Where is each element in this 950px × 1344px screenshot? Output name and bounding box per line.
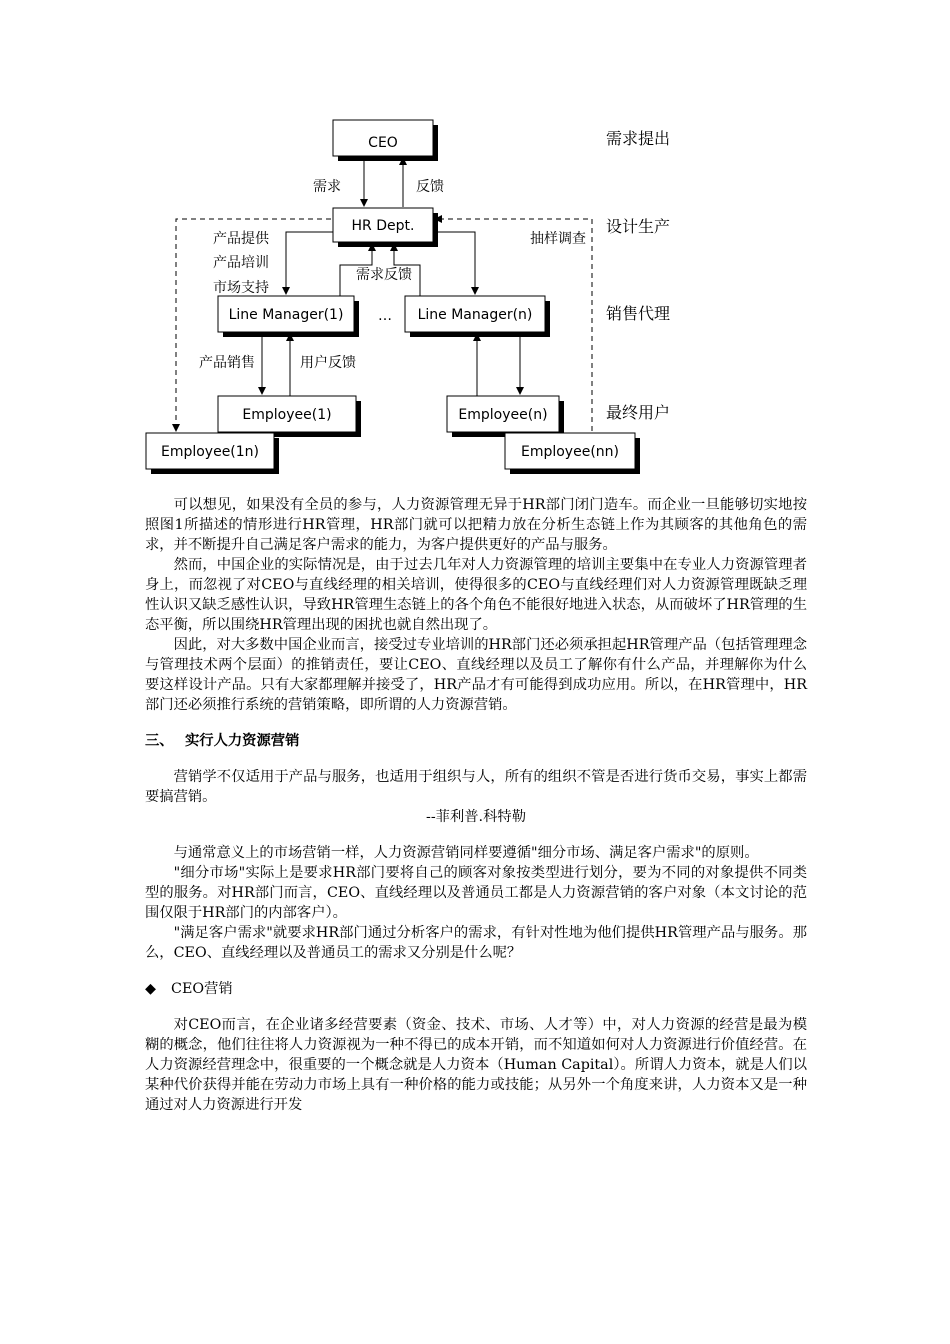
paragraph: 然而，中国企业的实际情况是，由于过去几年对人力资源管理的培训主要集中在专业人力资源管理者身上，而忽视了对CEO与直线经理的相关培训，使得很多的CEO与直线经理们对人力资源管理既缺乏理性认识又缺乏感性认识，导致HR管理生态链上的各个角色不能很好地进入状态，从而破坏了HR管理的生态平衡，所以围绕HR管理出现的困扰也就自然出现了。 bbox=[145, 557, 807, 633]
paragraph: 对CEO而言，在企业诸多经营要素（资金、技术、市场、人才等）中，对人力资源的经营是最为模糊的概念，他们往往将人力资源视为一种不得已的成本开销，而不知道如何对人力资源进行价值经营。在人力资源经营理念中，很重要的一个概念就是人力资本（Human Capital）。所谓人力资本，就是人们以某种代价获得并能在劳动力市场上具有一种价格的能力或技能；从另外一个角度来讲，人力资本又是一种通过对人力资源进行开发 bbox=[145, 1017, 807, 1113]
hr-dept-box bbox=[333, 208, 438, 247]
employee-nn-box bbox=[505, 433, 640, 474]
level-design-production: 设计生产 bbox=[606, 217, 671, 236]
managers-ellipsis: … bbox=[378, 308, 392, 324]
employee-1-label: Employee(1) bbox=[242, 407, 332, 423]
section-number: 三、 bbox=[145, 733, 174, 749]
product-supply-label: 产品提供 bbox=[213, 231, 269, 247]
employee-1n-label: Employee(1n) bbox=[160, 444, 260, 460]
product-training-label: 产品培训 bbox=[213, 255, 269, 271]
paragraph: 与通常意义上的市场营销一样，人力资源营销同样要遵循"细分市场、满足客户需求"的原则。 bbox=[173, 845, 759, 861]
quote: 营销学不仅适用于产品与服务，也适用于组织与人，所有的组织不管是否进行货币交易，事实上都需要搞营销。 bbox=[145, 769, 807, 805]
employee-n-label: Employee(n) bbox=[458, 407, 548, 423]
bullet-title: CEO营销 bbox=[171, 981, 233, 997]
level-sales-agent: 销售代理 bbox=[606, 304, 671, 323]
line-manager-n-box bbox=[405, 296, 550, 337]
bullet-heading bbox=[145, 979, 807, 999]
section-title: 实行人力资源营销 bbox=[185, 733, 300, 749]
article-body bbox=[145, 495, 807, 1115]
feedback-label: 反馈 bbox=[416, 179, 444, 195]
employee-nn-label: Employee(nn) bbox=[520, 444, 620, 460]
product-sales-label: 产品销售 bbox=[199, 355, 255, 371]
hr-to-lmn-arrow bbox=[433, 232, 475, 294]
user-feedback-label: 用户反馈 bbox=[300, 355, 356, 371]
level-end-user: 最终用户 bbox=[606, 403, 671, 422]
employee-n-box bbox=[447, 396, 564, 437]
sampling-survey-label: 抽样调查 bbox=[530, 231, 586, 247]
market-support-label: 市场支持 bbox=[213, 280, 269, 296]
hr-dept-label: HR Dept. bbox=[351, 218, 415, 234]
ceo-box bbox=[333, 120, 438, 161]
paragraph: 因此，对大多数中国企业而言，接受过专业培训的HR部门还必须承担起HR管理产品（包括管理理念与管理技术两个层面）的推销责任，要让CEO、直线经理以及员工了解你有什么产品，并理解你为什么要这样设计产品。只有大家都理解并接受了，HR产品才有可能得到成功应用。所以，在HR管理中，HR部门还必须推行系统的营销策略，即所谓的人力资源营销。 bbox=[145, 637, 807, 713]
ceo-label: CEO bbox=[368, 135, 398, 151]
quote-author: --菲利普.科特勒 bbox=[426, 809, 526, 825]
line-manager-n-label: Line Manager(n) bbox=[417, 307, 533, 323]
level-demand-raised: 需求提出 bbox=[606, 129, 671, 148]
section-heading bbox=[145, 731, 807, 751]
diamond-bullet-icon: ◆ bbox=[145, 981, 156, 997]
employee-1-box bbox=[218, 396, 361, 437]
hr-to-lm1-arrow bbox=[286, 232, 333, 294]
paragraph: 可以想见，如果没有全员的参与，人力资源管理无异于HR部门闭门造车。而企业一旦能够切实地按照图1所描述的情形进行HR管理，HR部门就可以把精力放在分析生态链上作为其顾客的其他角色的需求，并不断提升自己满足客户需求的能力，为客户提供更好的产品与服务。 bbox=[145, 497, 807, 553]
paragraph: "满足客户需求"就要求HR部门通过分析客户的需求，有针对性地为他们提供HR管理产品与服务。那么，CEO、直线经理以及普通员工的需求又分别是什么呢？ bbox=[145, 925, 807, 961]
employee-1n-box bbox=[146, 433, 279, 474]
paragraph: "细分市场"实际上是要求HR部门要将自己的顾客对象按类型进行划分，要为不同的对象提供不同类型的服务。对HR部门而言，CEO、直线经理以及普通员工都是人力资源营销的客户对象（本文讨论的范围仅限于HR部门的内部客户）。 bbox=[145, 865, 807, 921]
line-manager-1-label: Line Manager(1) bbox=[228, 307, 344, 323]
hr-ecosystem-diagram bbox=[0, 0, 950, 480]
demand-feedback-label: 需求反馈 bbox=[356, 267, 412, 283]
line-manager-1-box bbox=[218, 296, 359, 337]
demand-label: 需求 bbox=[313, 179, 341, 195]
